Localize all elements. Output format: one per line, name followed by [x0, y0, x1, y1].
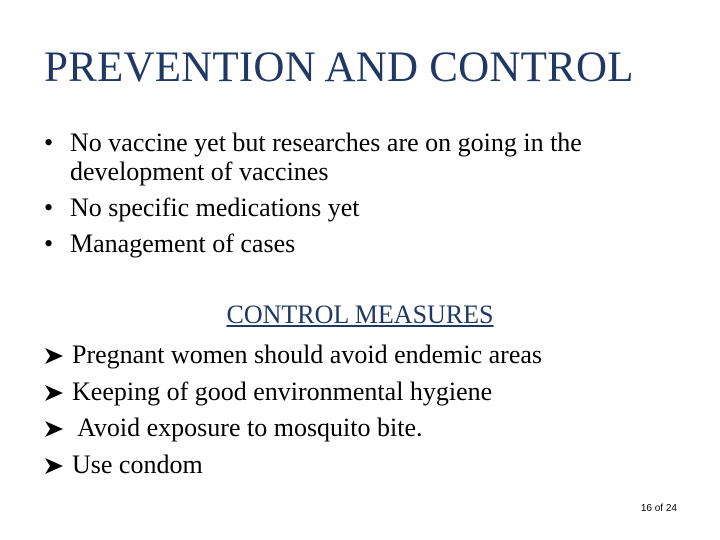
arrowhead-bullet-icon	[44, 420, 64, 438]
bullet-text: No specific medications yet	[70, 193, 360, 222]
bullet-item	[44, 128, 684, 186]
control-measures-heading: CONTROL MEASURES	[226, 300, 494, 329]
control-measure-text: Pregnant women should avoid endemic areas	[72, 340, 543, 369]
arrowhead-bullet-icon	[44, 347, 64, 365]
slide-title: PREVENTION AND CONTROL	[44, 44, 634, 91]
bullet-item	[44, 193, 684, 222]
bullet-item	[44, 229, 684, 258]
bullet-list	[44, 128, 684, 265]
bullet-dot-icon: •	[44, 193, 54, 222]
bullet-dot-icon: •	[44, 128, 54, 157]
control-measure-item	[44, 337, 684, 374]
control-measure-item	[44, 410, 684, 447]
control-measures-list	[44, 337, 684, 483]
control-measure-text: Use condom	[72, 449, 203, 479]
arrowhead-bullet-icon	[44, 384, 64, 402]
control-measure-item	[44, 447, 684, 484]
bullet-text: No vaccine yet but researches are on going in the development of vaccines	[70, 128, 582, 186]
control-measure-text: Keeping of good environmental hygiene	[72, 376, 493, 406]
control-measure-text: Avoid exposure to mosquito bite.	[72, 413, 423, 442]
arrowhead-bullet-icon	[44, 457, 64, 475]
control-measure-item	[44, 374, 684, 411]
bullet-dot-icon: •	[44, 229, 54, 258]
bullet-text: Management of cases	[70, 229, 296, 258]
page-number: 16 of 24	[640, 503, 677, 514]
